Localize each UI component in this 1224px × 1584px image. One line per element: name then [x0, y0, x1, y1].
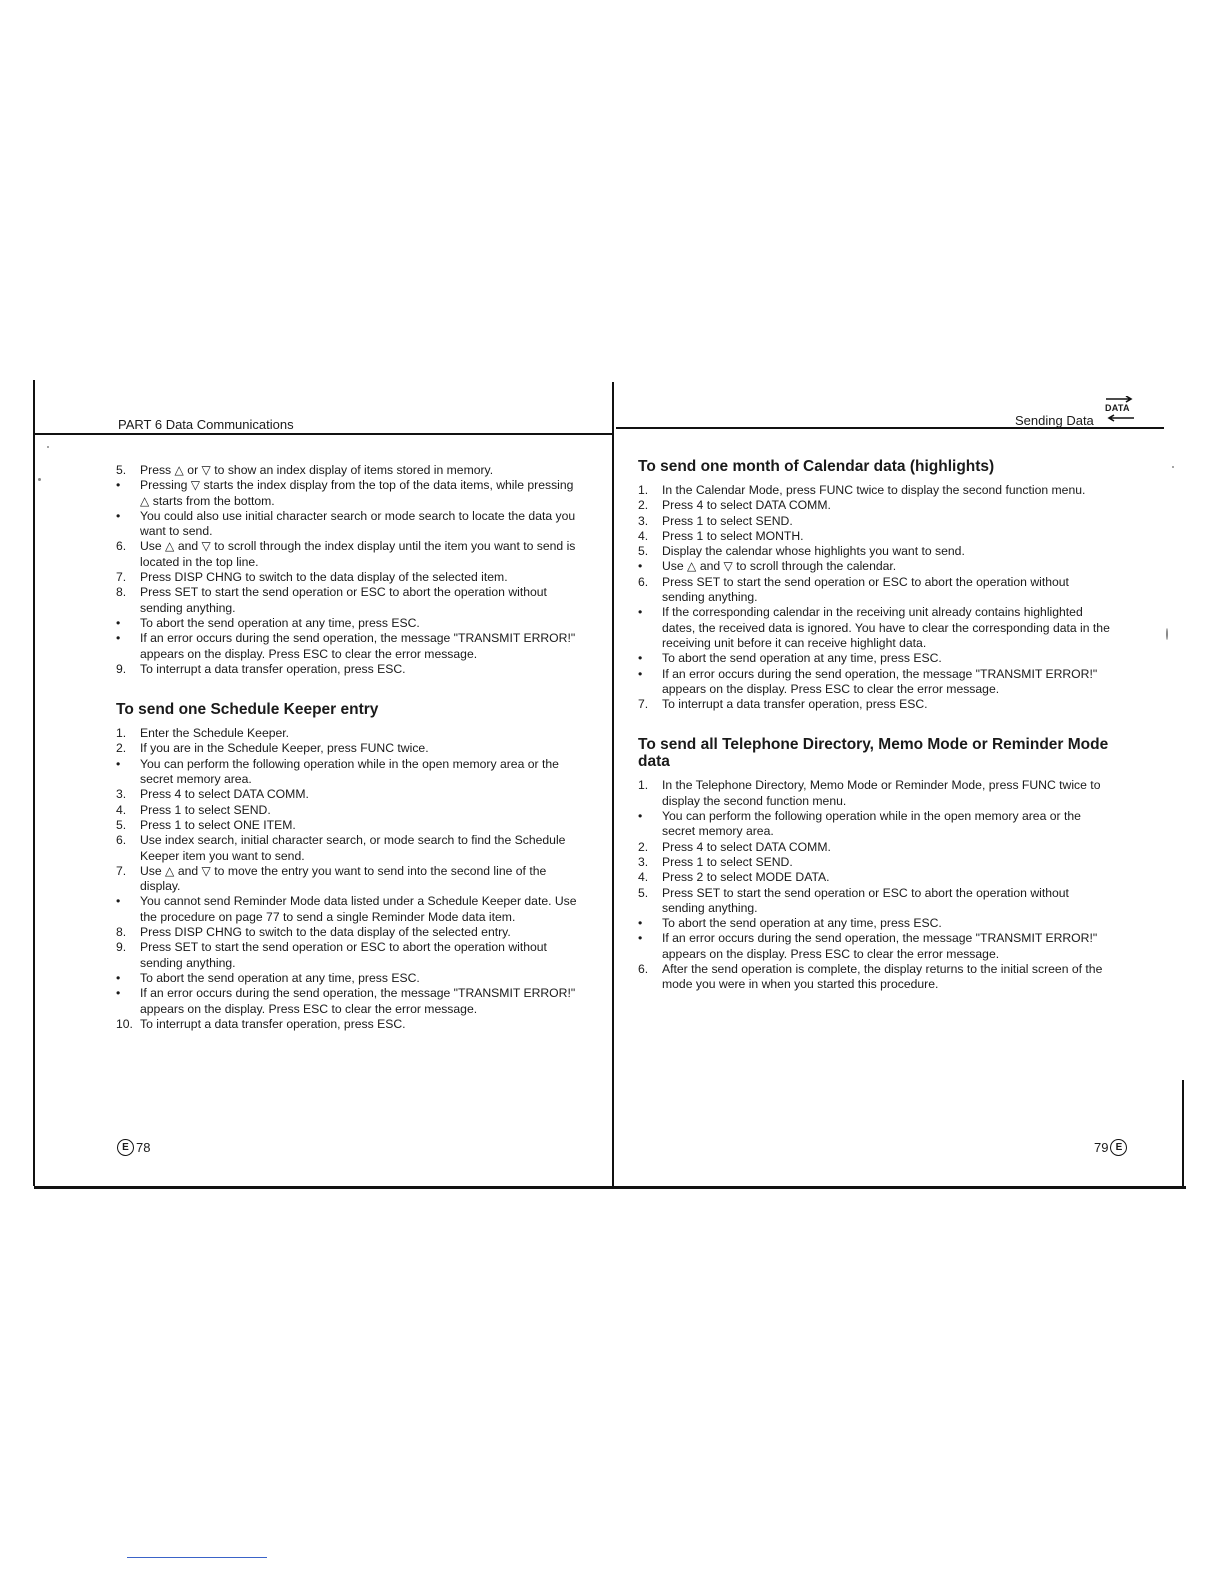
list-text: To abort the send operation at any time, press ESC.: [662, 916, 942, 931]
list-text: If the corresponding calendar in the receiving unit already contains highlighted dates, the received data is ignored. You have to clear the corresponding data in the receiving unit before it can receive highlight data.: [662, 605, 1110, 650]
list-marker: 3.: [116, 787, 127, 802]
page-number-text: 78: [136, 1140, 151, 1155]
bottom-border-rule: [34, 1186, 1186, 1189]
list-text: Press DISP CHNG to switch to the data display of the selected item.: [140, 570, 508, 585]
right-steps-list: [638, 483, 1113, 712]
list-marker: •: [116, 970, 121, 985]
list-text: In the Telephone Directory, Memo Mode or Reminder Mode, press FUNC twice to display the second function menu.: [662, 778, 1101, 808]
list-item: [116, 726, 586, 741]
list-item: [116, 631, 586, 662]
list-text: To interrupt a data transfer operation, press ESC.: [140, 661, 406, 676]
list-marker: •: [638, 559, 643, 574]
list-text: Pressing ▽ starts the index display from the top of the data items, while pressing △ starts from the bottom.: [140, 478, 574, 508]
list-marker: 4.: [116, 802, 127, 817]
list-marker: •: [638, 666, 643, 681]
left-border-rule: [33, 380, 35, 1186]
list-marker: •: [116, 508, 121, 523]
right-section-heading-b: To send all Telephone Directory, Memo Mode or Reminder Mode data: [638, 736, 1109, 771]
list-marker: •: [116, 986, 121, 1001]
list-marker: 5.: [638, 885, 649, 900]
list-marker: •: [638, 931, 643, 946]
scan-speck: [38, 478, 41, 481]
list-text: To interrupt a data transfer operation, press ESC.: [662, 697, 928, 712]
right-steps-list-b: [638, 778, 1113, 992]
list-text: To abort the send operation at any time, press ESC.: [140, 615, 420, 630]
list-text: Press 2 to select MODE DATA.: [662, 870, 830, 885]
list-marker: 7.: [638, 697, 649, 712]
list-item: [638, 529, 1113, 544]
list-text: Press 4 to select DATA COMM.: [662, 498, 831, 513]
list-text: Use index search, initial character search, or mode search to find the Schedule Keeper item you want to send.: [140, 833, 566, 863]
left-section-heading: To send one Schedule Keeper entry: [116, 701, 379, 719]
list-marker: •: [638, 809, 643, 824]
list-item: [116, 478, 586, 509]
list-text: Press 1 to select SEND.: [662, 513, 793, 528]
list-marker: 5.: [116, 463, 127, 477]
list-item: [116, 585, 586, 616]
list-item: [638, 809, 1113, 840]
list-marker: 6.: [116, 539, 127, 554]
list-item: [638, 916, 1113, 931]
list-item: [638, 651, 1113, 666]
list-text: Press 1 to select ONE ITEM.: [140, 817, 296, 832]
list-text: You can perform the following operation while in the open memory area or the secret memory area.: [662, 809, 1081, 839]
list-item: [116, 986, 586, 1017]
list-item: [638, 870, 1113, 885]
list-item: [638, 667, 1113, 698]
list-text: Enter the Schedule Keeper.: [140, 726, 290, 741]
list-item: [116, 864, 586, 895]
list-marker: •: [116, 756, 121, 771]
list-text: You cannot send Reminder Mode data listed under a Schedule Keeper date. Use the procedure on page 77 to send a single Reminder Mode data item.: [140, 894, 577, 924]
list-item: [116, 741, 586, 756]
list-text: Press SET to start the send operation or ESC to abort the operation without sending anything.: [662, 885, 1069, 915]
list-text: Press SET to start the send operation or ESC to abort the operation without sending anything.: [140, 940, 547, 970]
list-text: To abort the send operation at any time, press ESC.: [662, 651, 942, 666]
list-item: [116, 539, 586, 570]
list-marker: 6.: [116, 833, 127, 848]
list-marker: 3.: [638, 854, 649, 869]
right-section-heading-a: To send one month of Calendar data (highlights): [638, 458, 995, 475]
list-marker: 7.: [116, 570, 127, 585]
list-marker: 6.: [638, 574, 649, 589]
list-marker: 10.: [116, 1016, 133, 1031]
list-item: [116, 662, 586, 677]
list-item: [638, 605, 1113, 651]
list-marker: 5.: [116, 817, 127, 832]
list-item: [638, 840, 1113, 855]
list-item: [638, 575, 1113, 606]
list-item: [638, 697, 1113, 712]
list-text: You can perform the following operation while in the open memory area or the secret memory area.: [140, 756, 559, 787]
right-border-rule: [1182, 1080, 1184, 1187]
list-text: If an error occurs during the send operation, the message "TRANSMIT ERROR!" appears on the display. Press ESC to clear the error message.: [662, 931, 1098, 961]
page-number-text: 79: [1094, 1140, 1109, 1155]
right-column: [638, 458, 1113, 993]
list-item: [116, 940, 586, 971]
list-marker: •: [116, 631, 121, 646]
left-header-rule: [34, 433, 612, 435]
list-text: You could also use initial character search or mode search to locate the data you want to send.: [140, 508, 576, 539]
list-item: [638, 886, 1113, 917]
scan-speck: [1166, 628, 1168, 640]
scan-speck: [1172, 466, 1174, 468]
data-icon-label: DATA: [1105, 403, 1130, 413]
list-text: In the Calendar Mode, press FUNC twice to display the second function menu.: [662, 483, 1086, 497]
list-marker: •: [116, 478, 121, 493]
list-marker: •: [638, 605, 643, 620]
list-marker: •: [116, 894, 121, 909]
list-text: Use △ and ▽ to scroll through the index display until the item you want to send is located in the top line.: [140, 539, 576, 569]
list-item: [638, 544, 1113, 559]
list-item: [638, 498, 1113, 513]
left-steps-list: [116, 463, 586, 677]
list-item: [638, 778, 1113, 809]
list-item: [116, 787, 586, 802]
list-text: Display the calendar whose highlights you want to send.: [662, 544, 965, 559]
list-item: [116, 616, 586, 631]
list-text: After the send operation is complete, the display returns to the initial screen of the mode you were in when you started this procedure.: [662, 962, 1103, 992]
list-marker: •: [638, 916, 643, 931]
list-item: [638, 483, 1113, 498]
english-badge-icon: E: [1110, 1139, 1127, 1156]
list-marker: 1.: [116, 726, 127, 741]
list-marker: 8.: [116, 925, 127, 940]
list-marker: 9.: [116, 661, 127, 676]
list-text: Press 4 to select DATA COMM.: [662, 839, 831, 854]
list-item: [116, 463, 586, 478]
list-text: Press 4 to select DATA COMM.: [140, 787, 309, 802]
list-item: [116, 833, 586, 864]
list-text: To abort the send operation at any time, press ESC.: [140, 970, 420, 985]
list-text: Press DISP CHNG to switch to the data display of the selected entry.: [140, 925, 511, 940]
list-marker: 4.: [638, 870, 649, 885]
data-transfer-icon: [1102, 396, 1138, 422]
list-marker: 9.: [116, 940, 127, 955]
list-marker: 1.: [638, 483, 649, 497]
list-item: [116, 570, 586, 585]
right-page-header: Sending Data: [1015, 413, 1094, 428]
list-marker: 2.: [638, 498, 649, 513]
left-page-number: [117, 1139, 150, 1156]
list-marker: 2.: [116, 741, 127, 756]
left-steps-list-b: [116, 726, 586, 1032]
list-marker: 6.: [638, 962, 649, 977]
english-badge-icon: E: [117, 1139, 134, 1156]
list-text: If an error occurs during the send operation, the message "TRANSMIT ERROR!" appears on the display. Press ESC to clear the error message.: [140, 631, 576, 661]
list-item: [116, 1017, 586, 1032]
list-text: If you are in the Schedule Keeper, press FUNC twice.: [140, 741, 429, 756]
list-text: If an error occurs during the send operation, the message "TRANSMIT ERROR!" appears on the display. Press ESC to clear the error message.: [662, 666, 1098, 696]
list-item: [116, 818, 586, 833]
list-marker: •: [638, 651, 643, 666]
list-marker: 4.: [638, 528, 649, 543]
right-page-number: [1094, 1139, 1127, 1156]
list-item: [116, 894, 586, 925]
left-page-header: PART 6 Data Communications: [118, 417, 294, 432]
list-item: [116, 757, 586, 788]
list-marker: 5.: [638, 544, 649, 559]
list-text: Press △ or ▽ to show an index display of items stored in memory.: [140, 463, 494, 477]
list-item: [116, 971, 586, 986]
list-marker: 2.: [638, 839, 649, 854]
list-text: To interrupt a data transfer operation, press ESC.: [140, 1016, 406, 1031]
list-marker: 1.: [638, 778, 649, 793]
scan-speck: [47, 446, 49, 448]
list-marker: 3.: [638, 513, 649, 528]
list-marker: 7.: [116, 863, 127, 878]
list-item: [638, 514, 1113, 529]
list-item: [638, 931, 1113, 962]
center-gutter-rule: [612, 382, 614, 1188]
list-text: Use △ and ▽ to scroll through the calendar.: [662, 559, 897, 574]
list-item: [116, 509, 586, 540]
list-text: Press SET to start the send operation or ESC to abort the operation without sending anything.: [662, 574, 1069, 605]
list-item: [638, 962, 1113, 993]
bottom-link-underline: [127, 1557, 267, 1558]
list-item: [116, 803, 586, 818]
list-text: Use △ and ▽ to move the entry you want to send into the second line of the display.: [140, 863, 547, 894]
list-item: [638, 855, 1113, 870]
list-text: If an error occurs during the send operation, the message "TRANSMIT ERROR!" appears on the display. Press ESC to clear the error message.: [140, 986, 576, 1016]
list-marker: 8.: [116, 585, 127, 600]
list-marker: •: [116, 615, 121, 630]
list-text: Press 1 to select SEND.: [662, 854, 793, 869]
list-text: Press 1 to select MONTH.: [662, 528, 804, 543]
list-item: [638, 559, 1113, 574]
list-item: [116, 925, 586, 940]
left-column: [116, 463, 586, 1032]
list-text: Press SET to start the send operation or ESC to abort the operation without sending anything.: [140, 585, 547, 615]
list-text: Press 1 to select SEND.: [140, 802, 271, 817]
